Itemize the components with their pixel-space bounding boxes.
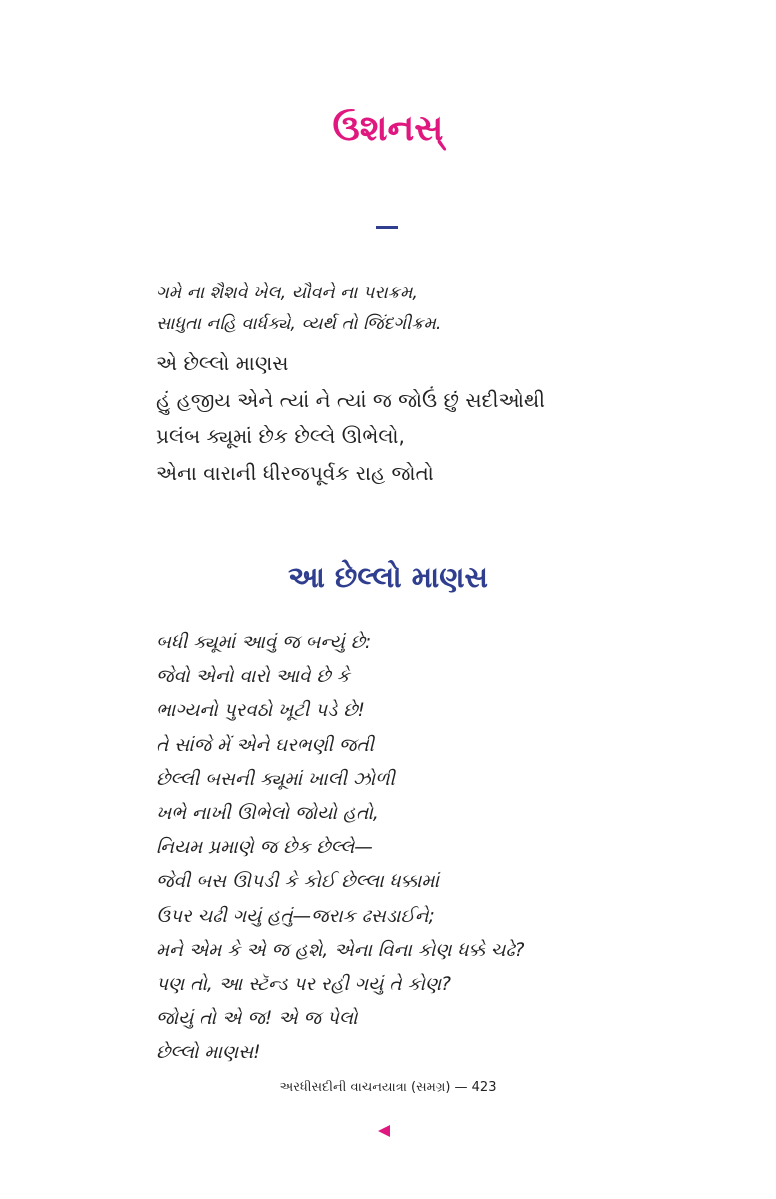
poem-line: જોયું તો એ જ! એ જ પેલો bbox=[156, 1008, 358, 1030]
poem-line: મને એમ કે એ જ હશે, એના વિના કોણ ધક્કે ચઢે? bbox=[156, 939, 525, 961]
poem-line: પણ તો, આ સ્ટૅન્ડ પર રહી ગયું તે કોણ? bbox=[156, 974, 451, 996]
intro-line: પ્રલંબ ક્યૂમાં છેક છેલ્લે ઊભેલો, bbox=[156, 424, 405, 448]
epigraph-line: સાધુતા નહિ વાર્ધક્યે, વ્યર્થ તો જિંદગીક્રમ. bbox=[156, 314, 442, 334]
intro-stanza bbox=[156, 345, 716, 491]
poem-line: છેલ્લો માણસ! bbox=[156, 1042, 261, 1064]
poem-line: જેવી બસ ઊપડી કે કોઈ છેલ્લા ધક્કામાં bbox=[156, 871, 440, 893]
poem-line: બધી ક્યૂમાં આવું જ બન્યું છે: bbox=[156, 632, 372, 653]
poem-line: છેલ્લી બસની ક્યૂમાં ખાલી ઝોળી bbox=[156, 768, 395, 790]
author-name: ઉશનસ્ bbox=[332, 108, 444, 149]
poem-line: જેવો એનો વારો આવે છે કે bbox=[156, 666, 350, 688]
poem-line: ખભે નાખી ઊભેલો જોયો હતો, bbox=[156, 803, 379, 825]
epigraph bbox=[156, 278, 716, 340]
poem-line: તે સાંજે મેં એને ઘરભણી જતી bbox=[156, 734, 374, 756]
poem-line: નિયમ પ્રમાણે જ છેક છેલ્લે— bbox=[156, 837, 373, 859]
page-footer: અરધીસદીની વાચનયાત્રા (સમગ્ર) — 423 bbox=[279, 1080, 497, 1095]
epigraph-line: ગમે ના શૈશવે ખેલ, યૌવને ના પરાક્રમ, bbox=[156, 283, 418, 303]
poem-line: ભાગ્યનો પુરવઠો ખૂટી પડે છે! bbox=[156, 700, 365, 722]
intro-line: હું હજીય એને ત્યાં ને ત્યાં જ જોઉં છું સદીઓથી bbox=[156, 387, 545, 412]
section-dash bbox=[376, 226, 398, 229]
poem-title: આ છેલ્લો માણસ bbox=[287, 560, 489, 594]
poem-body bbox=[156, 626, 716, 1071]
intro-line: એના વારાની ધીરજપૂર્વક રાહ જોતો bbox=[156, 460, 434, 485]
intro-line: એ છેલ્લો માણસ bbox=[156, 351, 289, 375]
poem-line: ઉપર ચઢી ગયું હતું—જરાક ઢસડાઈને; bbox=[156, 905, 435, 927]
left-arrow-icon[interactable] bbox=[378, 1125, 390, 1137]
